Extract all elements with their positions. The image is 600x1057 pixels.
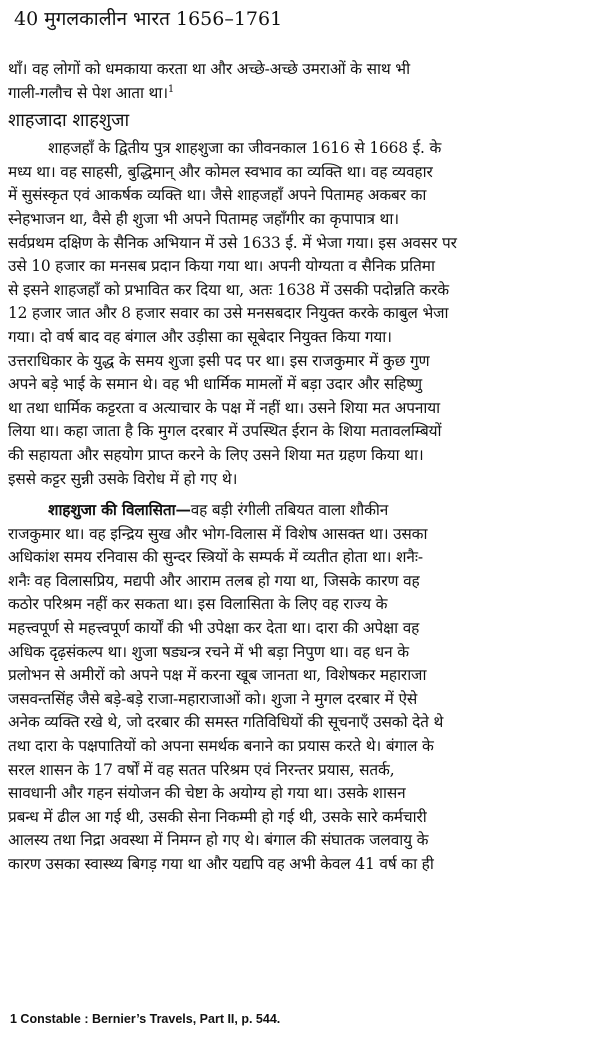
text-line: थाँ। वह लोगों को धमकाया करता था और अच्छे-अच्छे उमराओं के साथ भी: [8, 60, 410, 78]
body-text: [8, 58, 592, 877]
text-line: [8, 499, 592, 523]
text-line: जसवन्तसिंह जैसे बड़े-बड़े राजा-महाराजाओं को। शुजा ने मुगल दरबार में ऐसे: [8, 689, 418, 708]
text-line: था तथा धार्मिक कट्टरता व अत्याचार के पक्ष में नहीं था। उसने शिया मत अपनाया: [8, 398, 440, 417]
text-line: से इसने शाहजहाँ को प्रभावित कर दिया था, अतः 1638 में उसकी पदोन्नति करके: [8, 280, 449, 299]
text-line: की सहायता और सहयोग प्राप्त करने के लिए उसने शिया मत ग्रहण किया था।: [8, 445, 424, 464]
paragraph-luxury: [8, 499, 592, 877]
paragraph-shuja: [8, 137, 592, 491]
footnote: 1 Constable : Bernier’s Travels, Part II, p. 544.: [10, 1012, 281, 1026]
text-line: में सुसंस्कृत एवं आकर्षक व्यक्ति था। जैसे शाहजहाँ अपने पितामह अकबर का: [8, 186, 427, 205]
page-header: [14, 6, 590, 32]
text-line: राजकुमार था। वह इन्द्रिय सुख और भोग-विलास में विशेष आसक्त था। उसका: [8, 524, 428, 543]
text-line: आलस्य तथा निद्रा अवस्था में निमग्न हो गए थे। बंगाल की संघातक जलवायु के: [8, 831, 429, 850]
text-line: शाहजहाँ के द्वितीय पुत्र शाहशुजा का जीवनकाल 1616 से 1668 ई. के: [48, 139, 442, 158]
paragraph-intro: [8, 58, 592, 105]
text-line: प्रबन्ध में ढील आ गई थी, उसकी सेना निकम्मी हो गई थी, उसके सारे कर्मचारी: [8, 807, 427, 826]
text-line: [8, 82, 592, 106]
text-line: शनैः वह विलासप्रिय, मद्यपी और आराम तलब हो गया था, जिसके कारण वह: [8, 571, 420, 590]
text-line: सावधानी और गहन संयोजन की चेष्टा के अयोग्य हो गया था। उसके शासन: [8, 784, 406, 803]
text-line: अधिकांश समय रनिवास की सुन्दर स्त्रियों के सम्पर्क में व्यतीत होता था। शनैः-: [8, 548, 423, 567]
text-line-content: गाली-गलौच से पेश आता था।: [8, 83, 168, 102]
text-line-content: वह बड़ी रंगीली तबियत वाला शौकीन: [190, 501, 389, 520]
text-line: अनेक व्यक्ति रखे थे, जो दरबार की समस्त गतिविधियों की सूचनाएँ उसको देते थे: [8, 713, 444, 732]
text-line: अधिक दृढ़संकल्प था। शुजा षड्यन्त्र रचने में भी बड़ा निपुण था। वह धन के: [8, 642, 409, 661]
page-number: 40: [14, 8, 39, 30]
text-line: कठोर परिश्रम नहीं कर सकता था। इस विलासिता के लिए वह राज्य के: [8, 595, 388, 614]
text-line: उत्तराधिकार के युद्ध के समय शुजा इसी पद पर था। इस राजकुमार में कुछ गुण: [8, 351, 430, 370]
footnote-ref: 1: [167, 83, 175, 95]
text-line: सर्वप्रथम दक्षिण के सैनिक अभियान में उसे 1633 ई. में भेजा गया। इस अवसर पर: [8, 233, 457, 252]
paragraph-gap: [8, 491, 592, 499]
text-line: इससे कट्टर सुन्नी उसके विरोध में हो गए थे।: [8, 469, 238, 488]
text-line: मध्य था। वह साहसी, बुद्धिमान् और कोमल स्वभाव का व्यक्ति था। वह व्यवहार: [8, 162, 433, 181]
text-line: सरल शासन के 17 वर्षों में वह सतत परिश्रम एवं निरन्तर प्रयास, सतर्क,: [8, 760, 395, 779]
inline-heading: शाहशुजा की विलासिता—: [48, 501, 191, 520]
text-line: लिया था। कहा जाता है कि मुगल दरबार में उपस्थित ईरान के शिया मतावलम्बियों: [8, 422, 442, 441]
text-line: स्नेहभाजन था, वैसे ही शुजा भी अपने पितामह जहाँगीर का कृपापात्र था।: [8, 209, 399, 228]
text-line: तथा दारा के पक्षपातियों को अपना समर्थक बनाने का प्रयास करते थे। बंगाल के: [8, 737, 434, 756]
text-line: अपने बड़े भाई के समान थे। वह भी धार्मिक मामलों में बड़ा उदार और सहिष्णु: [8, 375, 422, 394]
section-heading: शाहजादा शाहशुजा: [8, 110, 130, 132]
text-line: 12 हजार जात और 8 हजार सवार का उसे मनसबदार नियुक्त करके काबुल भेजा: [8, 304, 449, 323]
text-line: महत्त्वपूर्ण से महत्त्वपूर्ण कार्यों की भी उपेक्षा कर देता था। दारा की अपेक्षा वह: [8, 619, 420, 638]
text-line: गया। दो वर्ष बाद वह बंगाल और उड़ीसा का सूबेदार नियुक्त किया गया।: [8, 327, 392, 346]
text-line: कारण उसका स्वास्थ्य बिगड़ गया था और यद्यपि वह अभी केवल 41 वर्ष का ही: [8, 855, 434, 873]
text-line: उसे 10 हजार का मनसब प्रदान किया गया था। अपनी योग्यता व सैनिक प्रतिमा: [8, 257, 435, 276]
text-line: प्रलोभन से अमीरों को अपने पक्ष में करना खूब जानता था, विशेषकर महाराजा: [8, 666, 427, 685]
running-title: मुगलकालीन भारत 1656–1761: [44, 8, 283, 30]
